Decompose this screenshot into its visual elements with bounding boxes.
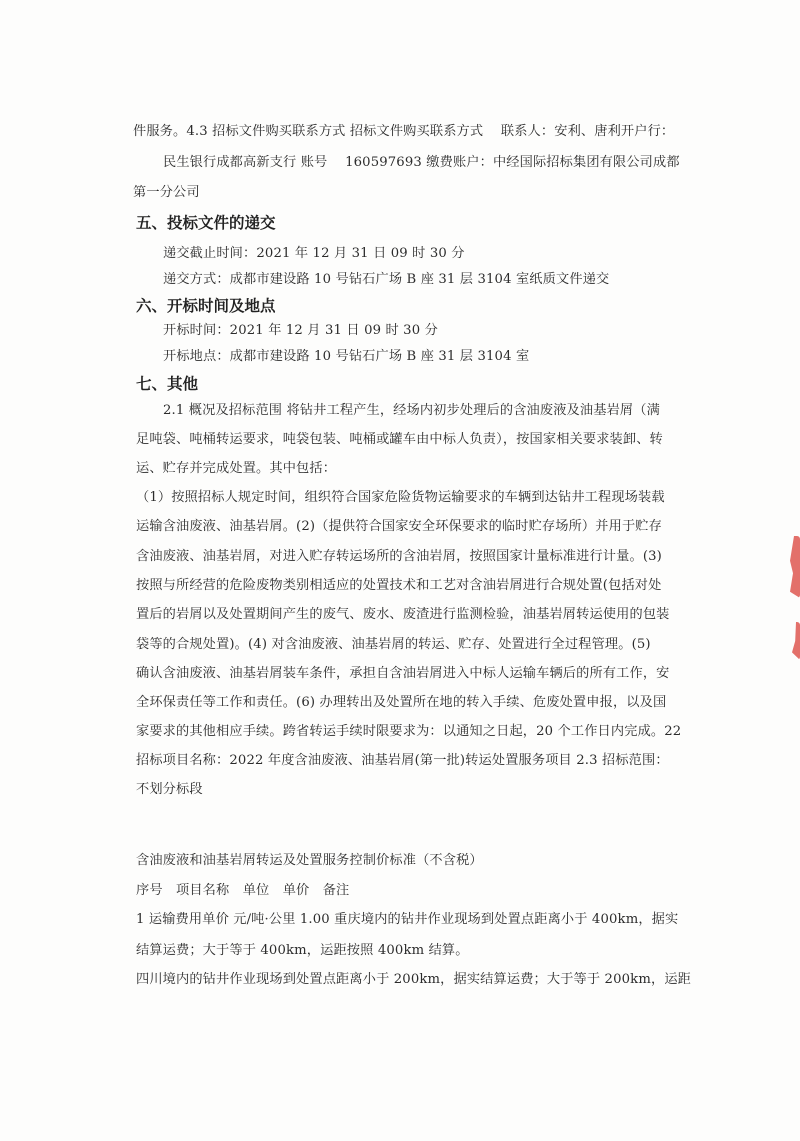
body-line-7: 开标地点：成都市建设路 10 号钻石广场 B 座 31 层 3104 室 (163, 349, 530, 364)
body-line-16: 袋等的合规处置)。(4) 对含油废液、油基岩屑的转运、贮存、处置进行全过程管理。(5) (136, 637, 651, 652)
table-title: 含油废液和油基岩屑转运及处置服务控制价标准（不含税） (136, 853, 483, 868)
body-line-11: （1）按照招标人规定时间，组织符合国家危险货物运输要求的车辆到达钻井工程现场装载 (136, 490, 665, 505)
section-heading-7: 七、其他 (136, 375, 199, 393)
body-line-5: 递交方式：成都市建设路 10 号钻石广场 B 座 31 层 3104 室纸质文件递交 (163, 272, 610, 287)
body-line-13: 含油废液、油基岩屑，对进入贮存转运场所的含油岩屑，按照国家计量标准进行计量。(3) (136, 549, 662, 564)
body-line-12: 运输含油废液、油基岩屑。(2)（提供符合国家安全环保要求的临时贮存场所）并用于贮存 (136, 519, 662, 534)
table-row-line-3: 四川境内的钻井作业现场到处置点距离小于 200km，据实结算运费；大于等于 200km，运距 (136, 972, 691, 987)
body-line-18: 全环保责任等工作和责任。(6) 办理转出及处置所在地的转入手续、危废处置申报，以及国 (136, 695, 667, 710)
body-line-9: 足吨袋、吨桶转运要求，吨袋包装、吨桶或罐车由中标人负责），按国家相关要求装卸、转 (136, 432, 663, 447)
body-line-21: 不划分标段 (136, 782, 203, 797)
seal-stamp-fragment (792, 622, 800, 660)
section-heading-6: 六、开标时间及地点 (136, 297, 276, 315)
body-line-1: 件服务。4.3 招标文件购买联系方式 招标文件购买联系方式 联系人：安利、唐利开户行： (133, 124, 675, 139)
table-header: 序号 项目名称 单位 单价 备注 (136, 883, 350, 898)
body-line-6: 开标时间：2021 年 12 月 31 日 09 时 30 分 (163, 323, 438, 338)
body-line-8: 2.1 概况及招标范围 将钻井工程产生，经场内初步处理后的含油废液及油基岩屑（满 (163, 403, 660, 418)
body-line-14: 按照与所经营的危险废物类别相适应的处置技术和工艺对含油岩屑进行合规处置(包括对处 (136, 578, 662, 593)
body-line-4: 递交截止时间：2021 年 12 月 31 日 09 时 30 分 (163, 246, 465, 261)
table-row-line-1: 1 运输费用单价 元/吨·公里 1.00 重庆境内的钻井作业现场到处置点距离小于 400km，据实 (136, 912, 679, 927)
body-line-2: 民生银行成都高新支行 账号 160597693 缴费账户：中经国际招标集团有限公司成都 (163, 155, 680, 170)
table-row-line-2: 结算运费；大于等于 400km，运距按照 400km 结算。 (136, 943, 469, 958)
body-line-20: 招标项目名称：2022 年度含油废液、油基岩屑(第一批)转运处置服务项目 2.3 招标范围： (136, 753, 669, 768)
section-heading-5: 五、投标文件的递交 (136, 214, 276, 232)
body-line-15: 置后的岩屑以及处置期间产生的废气、废水、废渣进行监测检验，油基岩屑转运使用的包装 (136, 607, 670, 622)
seal-stamp-fragment (790, 536, 800, 598)
body-line-3: 第一分公司 (133, 185, 200, 200)
body-line-10: 运、贮存并完成处置。其中包括： (136, 461, 337, 476)
body-line-19: 家要求的其他相应手续。跨省转运手续时限要求为：以通知之日起，20 个工作日内完成。22 (136, 724, 682, 739)
body-line-17: 确认含油废液、油基岩屑装车条件，承担自含油岩屑进入中标人运输车辆后的所有工作，安 (136, 666, 670, 681)
